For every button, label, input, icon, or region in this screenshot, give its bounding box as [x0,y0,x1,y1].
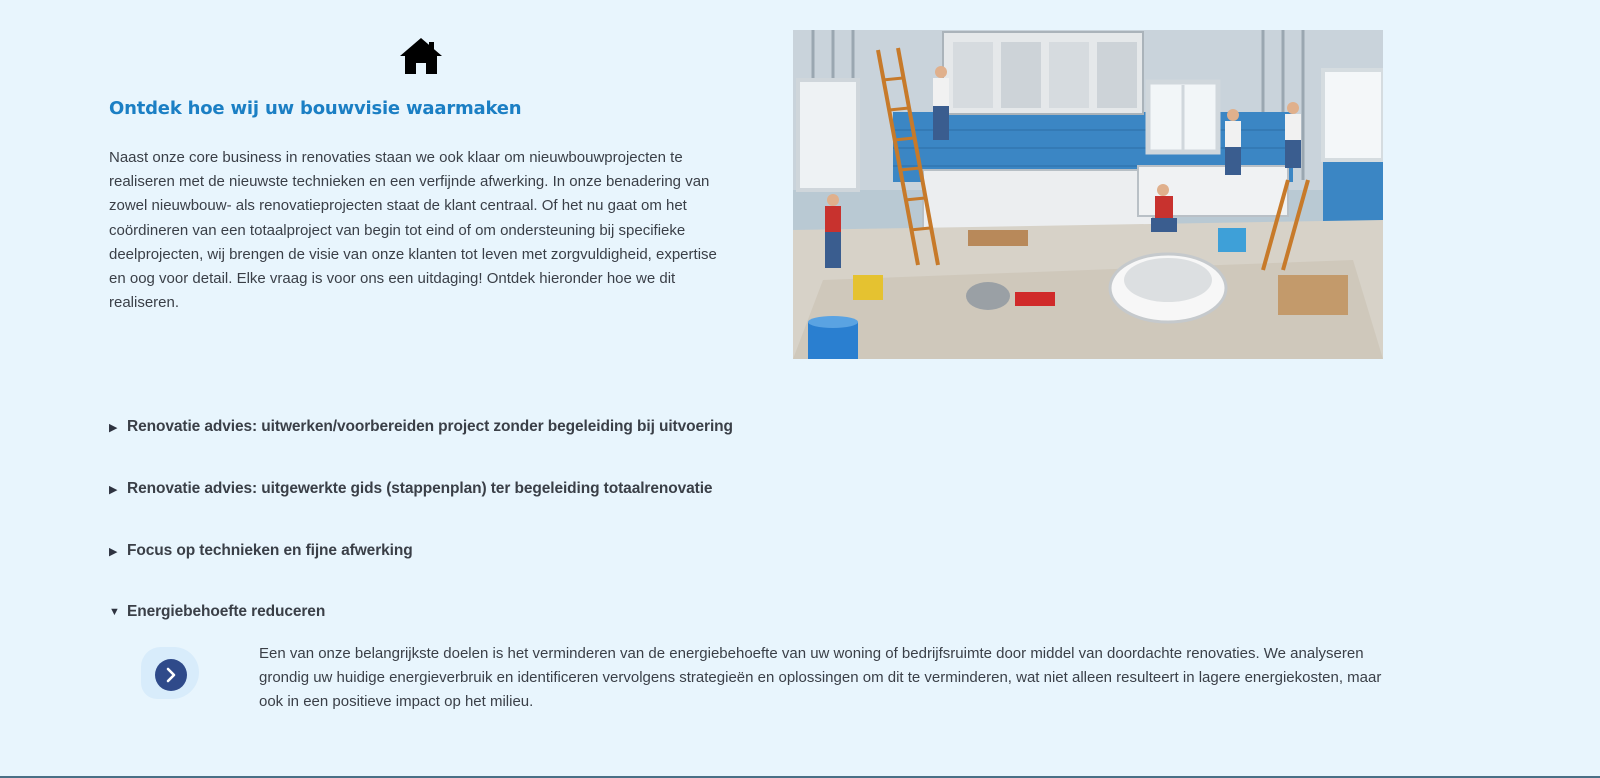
triangle-down-icon: ▼ [109,606,120,618]
accordion-item-energiebehoefte[interactable] [109,603,325,621]
accordion-item-label: Renovatie advies: uitgewerkte gids (stappenplan) ter begeleiding totaalrenovatie [127,480,713,497]
accordion-item-label: Energiebehoefte reduceren [127,603,326,620]
accordion-item-label: Renovatie advies: uitwerken/voorbereiden project zonder begeleiding bij uitvoering [127,418,733,435]
accordion-item-renovatie-advies-voorbereiden[interactable] [109,418,733,436]
triangle-right-icon: ▶ [109,483,118,496]
accordion-item-technieken-afwerking[interactable] [109,542,413,560]
accordion-panel-text: Een van onze belangrijkste doelen is het verminderen van de energiebehoefte van uw woning of bedrijfsruimte door middel van doordachte renovaties. We analyseren grondig uw huidige energieverbruik en identificeren vervolgens strategieën en oplossingen om dit te verminderen, wat niet alleen resulteert in lagere energiekosten, maar ook in een positieve impact op het milieu. [259,645,1382,710]
accordion-item-label: Focus op technieken en fijne afwerking [127,542,413,559]
home-icon [398,36,444,76]
accordion-item-renovatie-advies-gids[interactable] [109,480,712,498]
accordion-panel-energiebehoefte [109,642,1409,712]
triangle-right-icon: ▶ [109,421,118,434]
page-title: Ontdek hoe wij uw bouwvisie waarmaken [109,98,522,119]
chevron-right-icon [155,659,187,691]
intro-paragraph: Naast onze core business in renovaties staan we ook klaar om nieuwbouwprojecten te realiseren met de nieuwste technieken en een verfijnde afwerking. In onze benadering van zowel nieuwbouw- als renovatieprojecten staat de klant centraal. Of het nu gaat om het coördineren van een totaalproject van begin tot eind of om ondersteuning bij specifieke deelprojecten, wij brengen de visie van onze klanten tot leven met zorgvuldigheid, expertise en oog voor detail. Elke vraag is voor ons een uitdaging! Ontdek hieronder hoe we dit realiseren. [109,149,717,312]
triangle-right-icon: ▶ [109,545,118,558]
renovation-illustration [793,30,1383,359]
renovation-kitchen-image [793,30,1383,359]
